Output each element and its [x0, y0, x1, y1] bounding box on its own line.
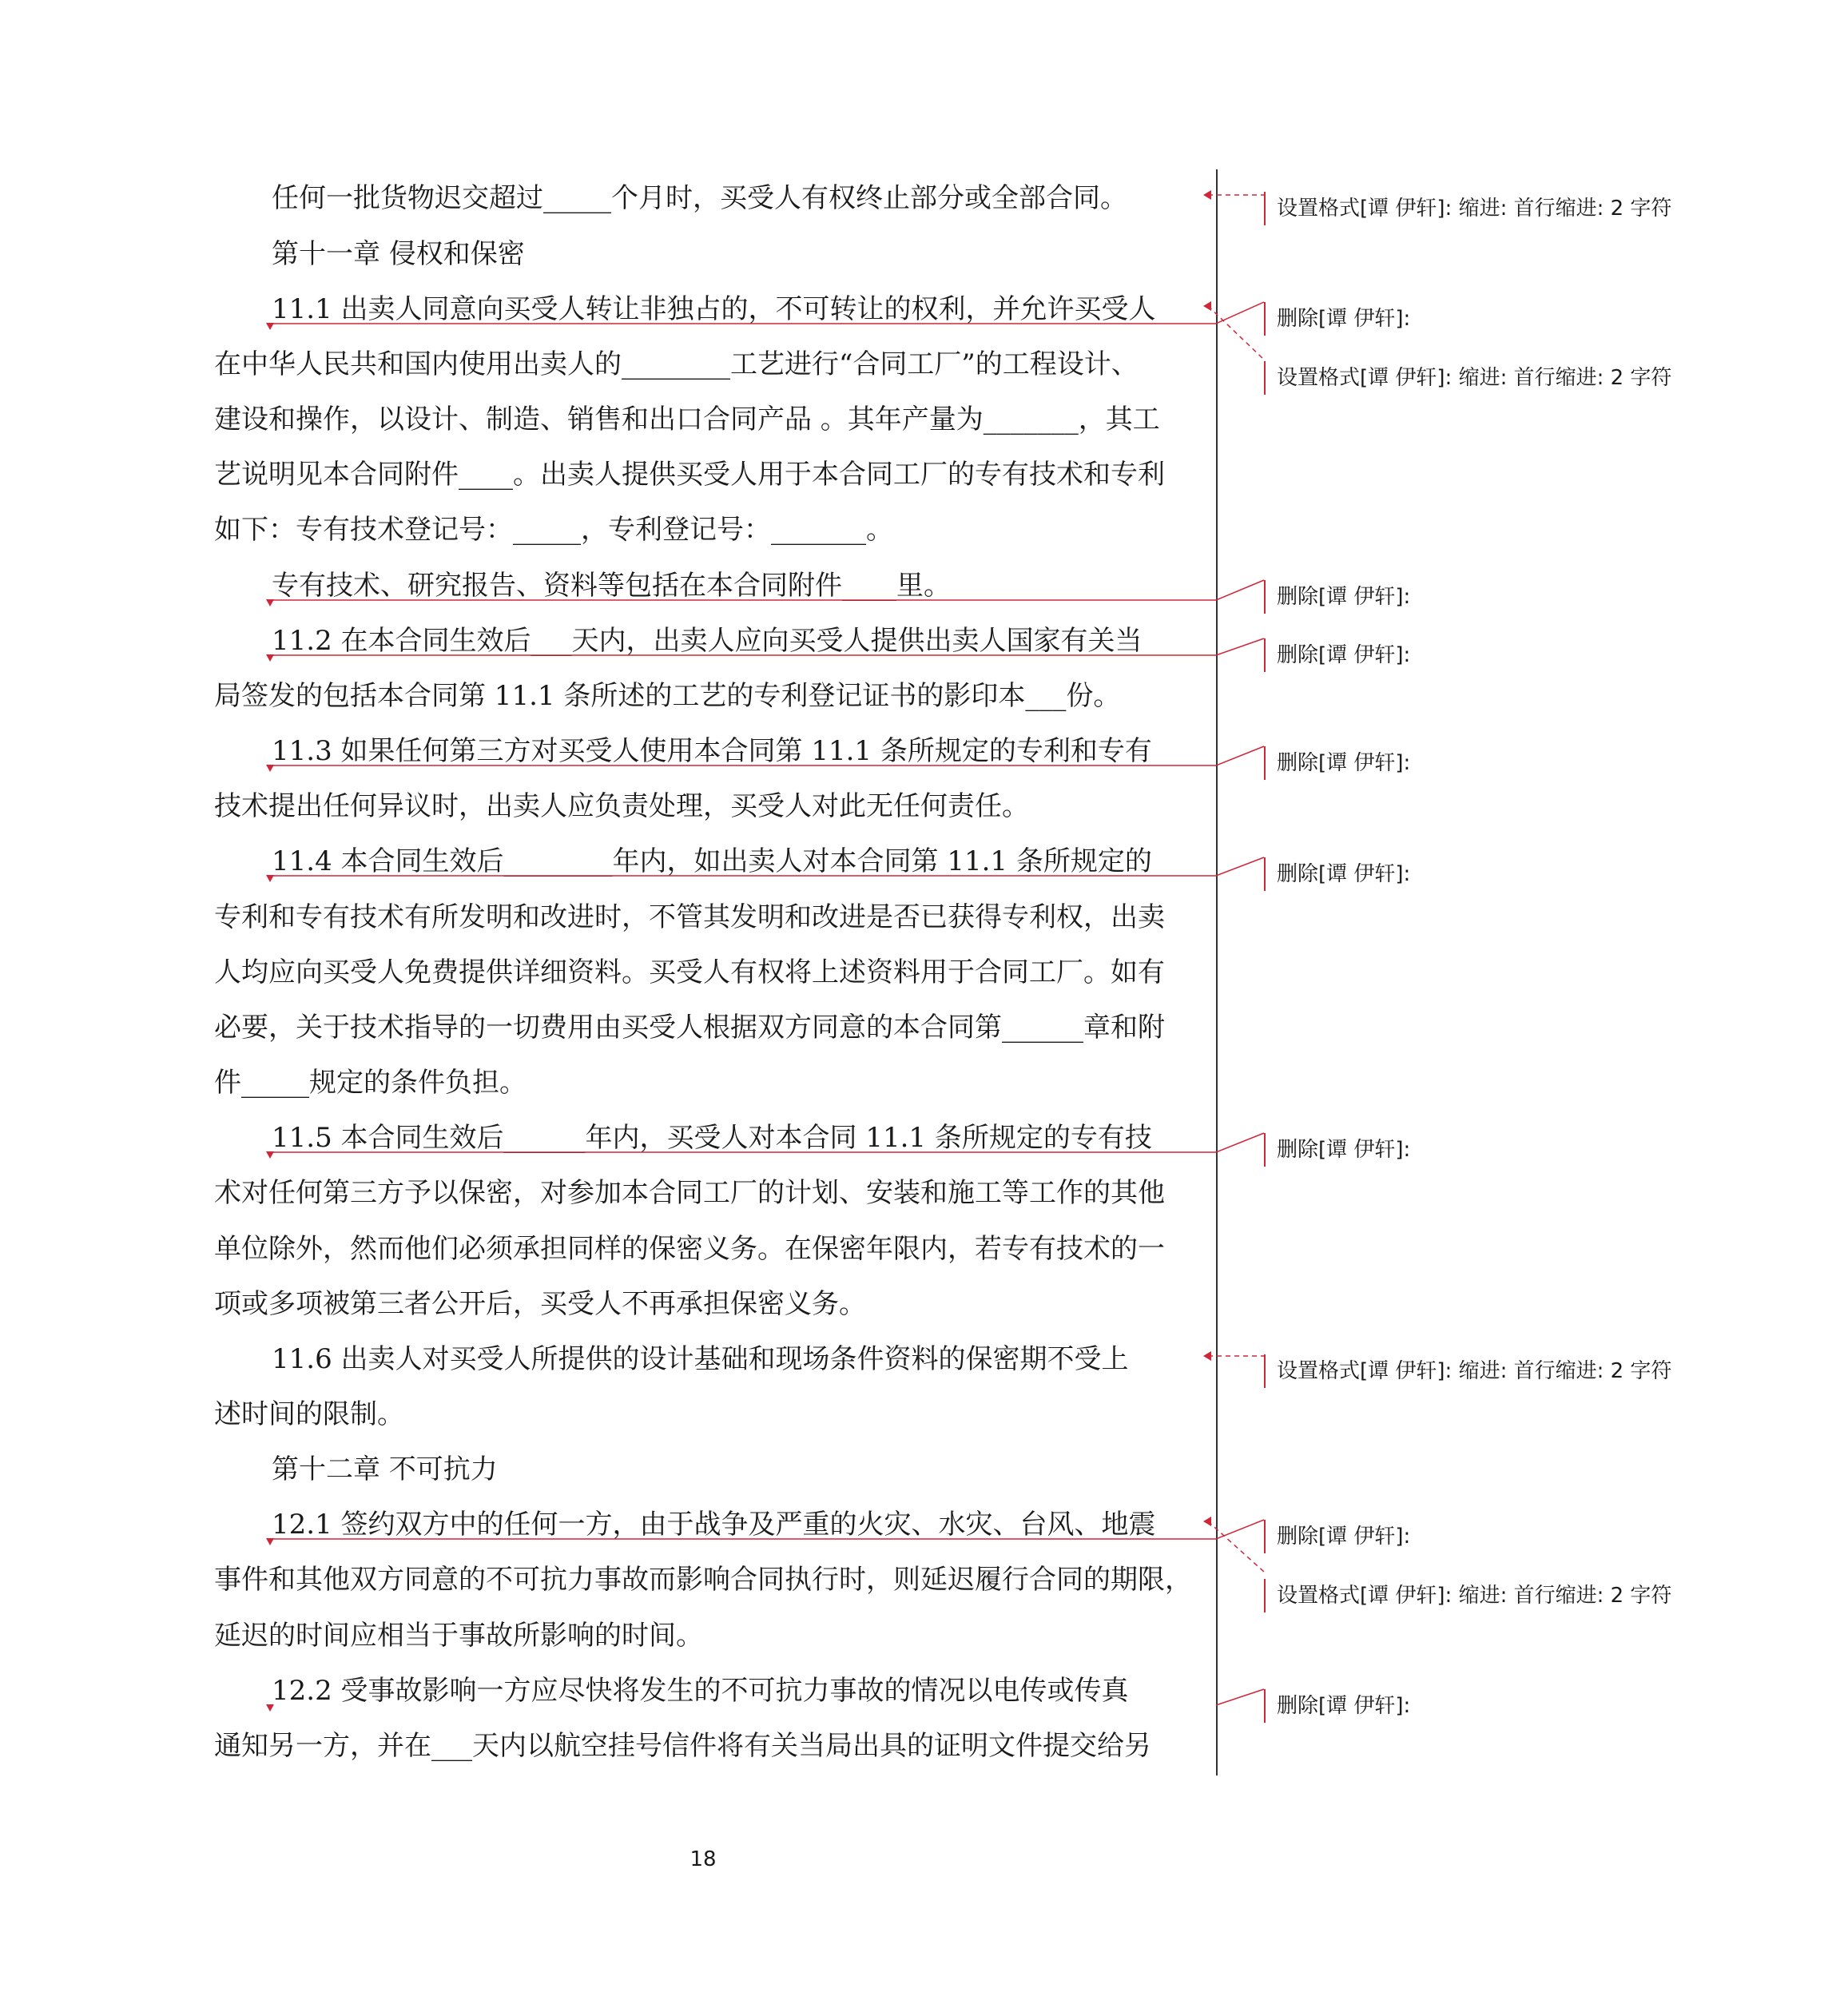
page-number: 18 [690, 1847, 717, 1871]
insertion-caret-icon [266, 1151, 274, 1159]
text-line: 艺说明见本合同附件____。出卖人提供买受人用于本合同工厂的专有技术和专利 [214, 459, 1165, 491]
comment-bar [1264, 1579, 1266, 1612]
text-line: 项或多项被第三者公开后，买受人不再承担保密义务。 [214, 1288, 866, 1320]
comment-bar [1264, 1354, 1266, 1388]
format-comment[interactable]: 设置格式[谭 伊轩]: 缩进: 首行缩进: 2 字符 [1277, 197, 1672, 221]
text-line: 12.1 签约双方中的任何一方，由于战争及严重的火灾、水灾、台风、地震 [272, 1509, 1156, 1541]
format-comment[interactable]: 设置格式[谭 伊轩]: 缩进: 首行缩进: 2 字符 [1277, 366, 1672, 390]
text-line: 11.2 在本合同生效后___天内，出卖人应向买受人提供出卖人国家有关当 [272, 625, 1143, 657]
text-line: 建设和操作，以设计、制造、销售和出口合同产品 。其年产量为_______，其工 [214, 404, 1160, 435]
text-line: 术对任何第三方予以保密，对参加本合同工厂的计划、安装和施工等工作的其他 [214, 1177, 1165, 1209]
text-line: 11.1 出卖人同意向买受人转让非独占的，不可转让的权利，并允许买受人 [272, 293, 1156, 325]
delete-comment[interactable]: 删除[谭 伊轩]: [1277, 862, 1411, 886]
text-line: 11.6 出卖人对买受人所提供的设计基础和现场条件资料的保密期不受上 [272, 1343, 1129, 1375]
comment-bar [1264, 580, 1266, 614]
text-line: 11.4 本合同生效后________年内，如出卖人对本合同第 11.1 条所规定的 [272, 845, 1152, 877]
delete-comment[interactable]: 删除[谭 伊轩]: [1277, 751, 1411, 775]
insertion-caret-icon [266, 1538, 274, 1545]
text-line: 件_____规定的条件负担。 [214, 1067, 527, 1099]
delete-comment[interactable]: 删除[谭 伊轩]: [1277, 307, 1411, 331]
text-line: 单位除外，然而他们必须承担同样的保密义务。在保密年限内，若专有技术的一 [214, 1233, 1165, 1265]
delete-comment[interactable]: 删除[谭 伊轩]: [1277, 585, 1411, 609]
delete-comment[interactable]: 删除[谭 伊轩]: [1277, 643, 1411, 667]
format-comment[interactable]: 设置格式[谭 伊轩]: 缩进: 首行缩进: 2 字符 [1277, 1359, 1672, 1383]
text-line: 任何一批货物迟交超过_____个月时，买受人有权终止部分或全部合同。 [272, 182, 1127, 214]
revision-marker-icon [1203, 1517, 1211, 1526]
comment-bar [1264, 746, 1266, 780]
text-line: 专有技术、研究报告、资料等包括在本合同附件____里。 [272, 570, 951, 602]
delete-comment[interactable]: 删除[谭 伊轩]: [1277, 1525, 1411, 1549]
text-line: 局签发的包括本合同第 11.1 条所述的工艺的专利登记证书的影印本___份。 [214, 680, 1121, 712]
insertion-caret-icon [266, 1704, 274, 1712]
delete-comment[interactable]: 删除[谭 伊轩]: [1277, 1138, 1411, 1162]
text-line: 人均应向买受人免费提供详细资料。买受人有权将上述资料用于合同工厂。如有 [214, 956, 1165, 988]
revision-marker-icon [1203, 1351, 1211, 1361]
delete-comment[interactable]: 删除[谭 伊轩]: [1277, 1694, 1411, 1718]
revision-marker-icon [1203, 301, 1211, 311]
text-line: 专利和专有技术有所发明和改进时，不管其发明和改进是否已获得专利权，出卖 [214, 901, 1165, 933]
text-line: 述时间的限制。 [214, 1398, 404, 1430]
comment-bar [1264, 192, 1266, 225]
revision-marker-icon [1203, 190, 1211, 200]
text-line: 在中华人民共和国内使用出卖人的________工艺进行“合同工厂”的工程设计、 [214, 348, 1139, 380]
comment-bar [1264, 361, 1266, 395]
text-line: 必要，关于技术指导的一切费用由买受人根据双方同意的本合同第______章和附 [214, 1012, 1165, 1044]
comment-bar [1264, 857, 1266, 891]
insertion-caret-icon [266, 765, 274, 772]
insertion-caret-icon [266, 654, 274, 662]
comment-bar [1264, 638, 1266, 672]
insertion-caret-icon [266, 323, 274, 330]
text-line: 11.5 本合同生效后______年内，买受人对本合同 11.1 条所规定的专有技 [272, 1122, 1152, 1154]
chapter-heading: 第十一章 侵权和保密 [272, 238, 525, 270]
format-comment[interactable]: 设置格式[谭 伊轩]: 缩进: 首行缩进: 2 字符 [1277, 1584, 1672, 1608]
text-line: 11.3 如果任何第三方对买受人使用本合同第 11.1 条所规定的专利和专有 [272, 735, 1152, 767]
text-line: 如下：专有技术登记号：_____，专利登记号：_______。 [214, 514, 893, 546]
text-line: 技术提出任何异议时，出卖人应负责处理，买受人对此无任何责任。 [214, 790, 1029, 822]
text-line: 12.2 受事故影响一方应尽快将发生的不可抗力事故的情况以电传或传真 [272, 1675, 1129, 1707]
comment-bar [1264, 1689, 1266, 1723]
text-line: 延迟的时间应相当于事故所影响的时间。 [214, 1620, 703, 1652]
chapter-heading: 第十二章 不可抗力 [272, 1453, 498, 1485]
text-line: 通知另一方，并在___天内以航空挂号信件将有关当局出具的证明文件提交给另 [214, 1730, 1151, 1762]
comment-bar [1264, 1520, 1266, 1553]
comment-bar [1264, 1133, 1266, 1167]
insertion-caret-icon [266, 875, 274, 882]
text-line: 事件和其他双方同意的不可抗力事故而影响合同执行时，则延迟履行合同的期限， [214, 1564, 1192, 1596]
insertion-caret-icon [266, 599, 274, 606]
comment-bar [1264, 302, 1266, 336]
